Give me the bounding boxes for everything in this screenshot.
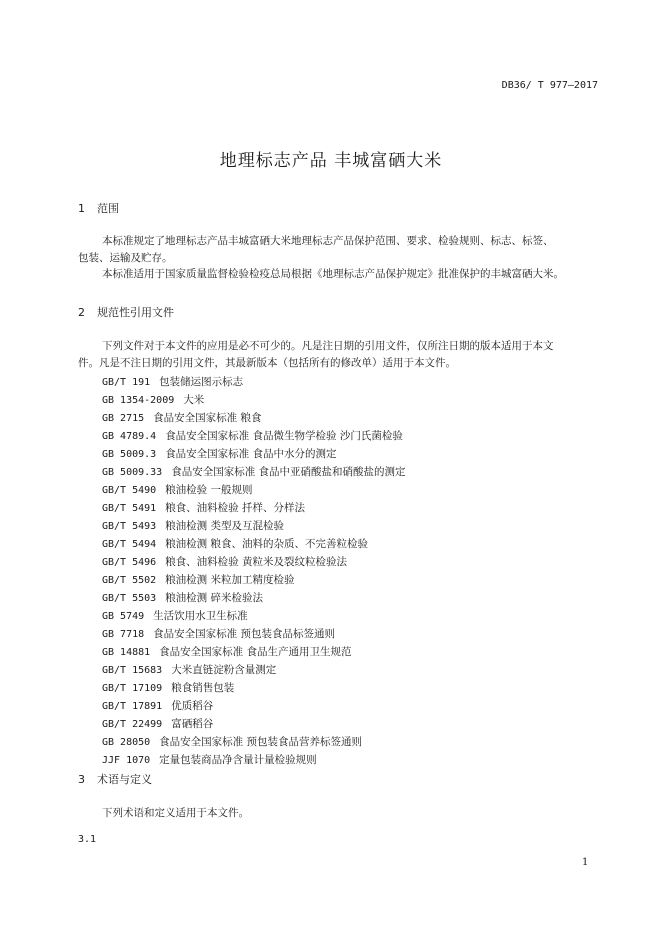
reference-title: 粮油检测 米粒加工精度检验 bbox=[165, 574, 295, 586]
section-2-body bbox=[78, 338, 602, 371]
section-number: 3 bbox=[78, 773, 85, 786]
reference-list bbox=[102, 373, 406, 769]
reference-title: 食品安全国家标准 预包装食品标签通则 bbox=[153, 628, 335, 640]
reference-title: 粮油检测 碎米检验法 bbox=[165, 592, 264, 604]
standard-code: DB36/ T 977—2017 bbox=[501, 80, 598, 91]
section-3-body bbox=[78, 805, 602, 822]
paragraph: 本标准适用于国家质量监督检验检疫总局根据《地理标志产品保护规定》批准保护的丰城富硒大米。 bbox=[102, 268, 564, 280]
reference-item bbox=[102, 391, 406, 409]
reference-title: 食品安全国家标准 食品中水分的测定 bbox=[165, 448, 337, 460]
reference-item bbox=[102, 463, 406, 481]
reference-item bbox=[102, 517, 406, 535]
paragraph: 下列术语和定义适用于本文件。 bbox=[102, 807, 249, 819]
paragraph-line: 下列文件对于本文件的应用是必不可少的。凡是注日期的引用文件，仅所注日期的版本适用于本文 bbox=[102, 340, 554, 352]
reference-code: GB 14881 bbox=[102, 647, 151, 658]
section-number: 1 bbox=[78, 202, 85, 215]
document-title: 地理标志产品 丰城富硒大米 bbox=[219, 151, 443, 171]
reference-code: GB/T 22499 bbox=[102, 719, 163, 730]
reference-item bbox=[102, 733, 406, 751]
section-2-heading bbox=[78, 304, 174, 320]
reference-code: GB 4789.4 bbox=[102, 431, 157, 442]
section-1-heading bbox=[78, 200, 119, 216]
subsection-number: 3.1 bbox=[78, 834, 97, 845]
reference-item bbox=[102, 697, 406, 715]
reference-title: 包装储运图示标志 bbox=[159, 376, 244, 388]
reference-item bbox=[102, 607, 406, 625]
reference-item bbox=[102, 571, 406, 589]
reference-code: GB 1354-2009 bbox=[102, 395, 175, 406]
reference-item bbox=[102, 661, 406, 679]
reference-code: GB/T 5496 bbox=[102, 557, 157, 568]
reference-item bbox=[102, 589, 406, 607]
reference-title: 优质稻谷 bbox=[171, 700, 214, 712]
reference-item bbox=[102, 553, 406, 571]
section-title: 范围 bbox=[97, 202, 119, 215]
reference-title: 食品安全国家标准 预包装食品营养标签通则 bbox=[159, 736, 363, 748]
reference-code: GB/T 5503 bbox=[102, 593, 157, 604]
reference-code: JJF 1070 bbox=[102, 755, 151, 766]
reference-title: 粮食销售包装 bbox=[171, 682, 235, 694]
reference-code: GB/T 191 bbox=[102, 377, 151, 388]
reference-item bbox=[102, 535, 406, 553]
reference-code: GB 5009.33 bbox=[102, 467, 163, 478]
reference-title: 粮油检验 一般规则 bbox=[165, 484, 253, 496]
reference-title: 粮油检测 类型及互混检验 bbox=[165, 520, 285, 532]
reference-code: GB 5749 bbox=[102, 611, 145, 622]
paragraph-line: 包装、运输及贮存。 bbox=[78, 251, 173, 264]
reference-item bbox=[102, 643, 406, 661]
reference-title: 粮食、油料检验 扦样、分样法 bbox=[165, 502, 306, 514]
section-title: 规范性引用文件 bbox=[97, 306, 174, 319]
reference-code: GB/T 5491 bbox=[102, 503, 157, 514]
reference-title: 粮食、油料检验 黄粒米及裂纹粒检验法 bbox=[165, 556, 348, 568]
reference-item bbox=[102, 499, 406, 517]
reference-title: 食品安全国家标准 食品微生物学检验 沙门氏菌检验 bbox=[165, 430, 403, 442]
reference-title: 富硒稻谷 bbox=[171, 718, 214, 730]
reference-code: GB 7718 bbox=[102, 629, 145, 640]
reference-code: GB 2715 bbox=[102, 413, 145, 424]
reference-title: 大米直链淀粉含量测定 bbox=[171, 664, 277, 676]
reference-item bbox=[102, 625, 406, 643]
reference-item bbox=[102, 445, 406, 463]
paragraph-line: 件。凡是不注日期的引用文件，其最新版本（包括所有的修改单）适用于本文件。 bbox=[78, 356, 456, 369]
reference-item bbox=[102, 427, 406, 445]
reference-title: 食品安全国家标准 粮食 bbox=[153, 412, 262, 424]
reference-item bbox=[102, 409, 406, 427]
section-3-heading bbox=[78, 771, 152, 787]
reference-item bbox=[102, 679, 406, 697]
reference-code: GB/T 15683 bbox=[102, 665, 163, 676]
reference-title: 食品安全国家标准 食品中亚硝酸盐和硝酸盐的测定 bbox=[171, 466, 406, 478]
reference-code: GB/T 5490 bbox=[102, 485, 157, 496]
reference-item bbox=[102, 481, 406, 499]
reference-item bbox=[102, 715, 406, 733]
reference-title: 生活饮用水卫生标准 bbox=[153, 610, 248, 622]
reference-code: GB/T 5493 bbox=[102, 521, 157, 532]
reference-title: 粮油检测 粮食、油料的杂质、不完善粒检验 bbox=[165, 538, 369, 550]
reference-title: 食品安全国家标准 食品生产通用卫生规范 bbox=[159, 646, 352, 658]
page-number: 1 bbox=[582, 857, 589, 868]
reference-code: GB/T 5494 bbox=[102, 539, 157, 550]
section-1-body bbox=[78, 233, 602, 283]
reference-code: GB/T 5502 bbox=[102, 575, 157, 586]
reference-code: GB/T 17109 bbox=[102, 683, 163, 694]
reference-code: GB 28050 bbox=[102, 737, 151, 748]
reference-item bbox=[102, 751, 406, 769]
section-number: 2 bbox=[78, 306, 85, 319]
reference-title: 定量包装商品净含量计量检验规则 bbox=[159, 754, 317, 766]
reference-item bbox=[102, 373, 406, 391]
reference-title: 大米 bbox=[183, 394, 205, 406]
paragraph-line: 本标准规定了地理标志产品丰城富硒大米地理标志产品保护范围、要求、检验规则、标志、标签、 bbox=[102, 235, 554, 247]
reference-code: GB 5009.3 bbox=[102, 449, 157, 460]
section-title: 术语与定义 bbox=[97, 773, 152, 786]
reference-code: GB/T 17891 bbox=[102, 701, 163, 712]
